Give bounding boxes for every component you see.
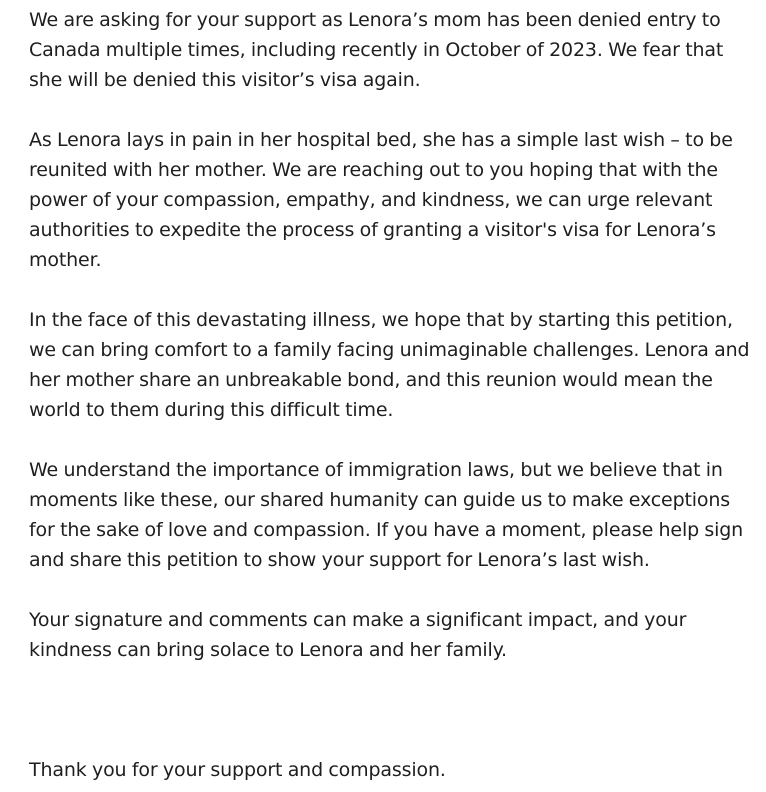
paragraph-support-request: We are asking for your support as Lenora’s mom has been denied entry to Canada multiple times, including recently in October of 2023. We fear that she will be denied this visitor’s visa again. — [29, 9, 724, 91]
paragraph-signature-impact: Your signature and comments can make a significant impact, and your kindness can bring solace to Lenora and her family. — [29, 609, 687, 661]
paragraph-comfort: In the face of this devastating illness, we hope that by starting this petition, we can bring comfort to a family facing unimaginable challenges. Lenora and her mother share an unbreakable bond, and this reunion would mean the world to them during this difficult time. — [29, 309, 750, 421]
paragraph-immigration-laws: We understand the importance of immigration laws, but we believe that in moments like these, our shared humanity can guide us to make exceptions for the sake of love and compassion. If you have a moment, please help sign and share this petition to show your support for Lenora’s last wish. — [29, 459, 744, 571]
petition-description — [29, 5, 759, 781]
closing-thank-you: Thank you for your support and compassion. — [29, 759, 446, 781]
paragraph-last-wish: As Lenora lays in pain in her hospital bed, she has a simple last wish – to be reunited with her mother. We are reaching out to you hoping that with the power of your compassion, empathy, and kindness, we can urge relevant authorities to expedite the process of granting a visitor's visa for Lenora’s mother. — [29, 129, 733, 271]
